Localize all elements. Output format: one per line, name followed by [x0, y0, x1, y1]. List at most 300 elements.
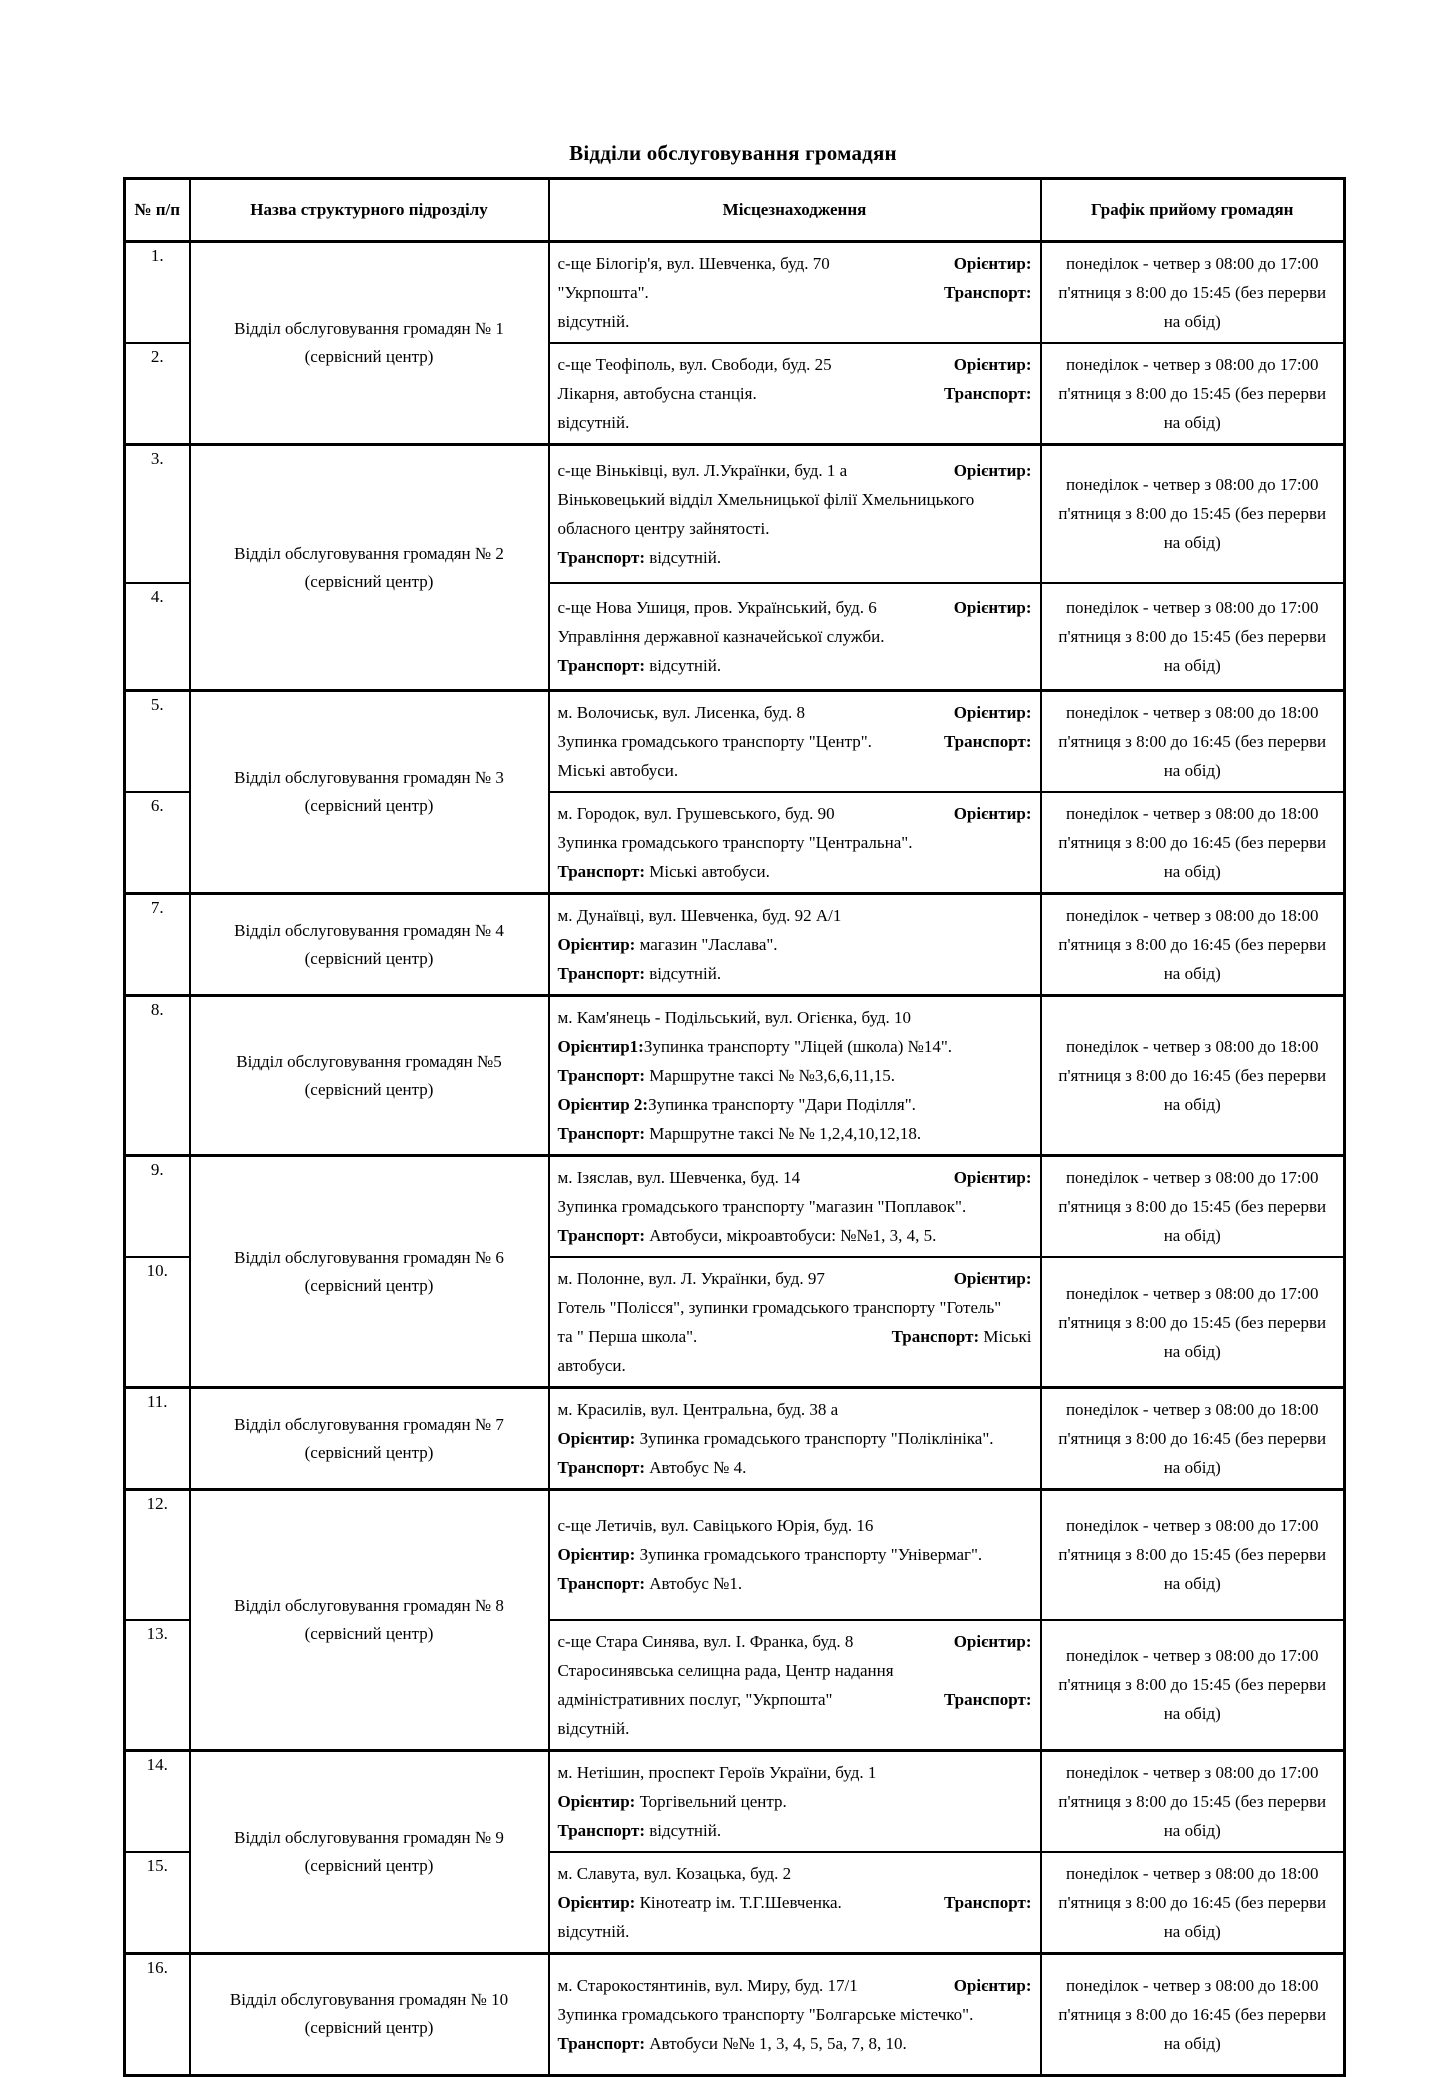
location-cell — [549, 1388, 1041, 1490]
schedule-line: п'ятниця з 8:00 до 15:45 (без перерви — [1058, 1545, 1327, 1565]
location-line-right — [954, 1627, 1032, 1656]
location-line-left — [558, 698, 805, 727]
location-line — [558, 1971, 1032, 2000]
schedule-line: понеділок - четвер з 08:00 до 18:00 — [1065, 906, 1319, 925]
text-run: с-ще Нова Ушиця, пров. Український, буд. 6 — [557, 597, 877, 617]
location-line-left — [558, 456, 848, 485]
schedule-cell — [1041, 445, 1345, 583]
location-line — [558, 1351, 1032, 1380]
text-run: м. Кам'янець - Подільський, вул. Огієнка, буд. 10 — [557, 1008, 912, 1027]
text-run: Орієнтир: — [953, 460, 1032, 480]
col-header-location: Місцезнаходження — [549, 179, 1041, 242]
row-number-cell — [125, 343, 190, 445]
text-run: м. Нетішин, проспект Героїв України, буд. 1 — [557, 1762, 877, 1782]
location-cell — [549, 996, 1041, 1156]
row-number: 7. — [150, 898, 164, 917]
row-number: 13. — [146, 1623, 168, 1643]
location-line — [558, 456, 1032, 485]
location-line-left — [558, 1971, 858, 2000]
schedule-line: понеділок - четвер з 08:00 до 17:00 — [1065, 1283, 1319, 1303]
location-line-left — [558, 1264, 825, 1293]
text-run: Зупинка громадського транспорту "магазин "Поплавок". — [557, 1197, 967, 1216]
row-number-cell — [125, 583, 190, 691]
location-line — [558, 514, 1032, 543]
text-run: відсутній. — [557, 1718, 630, 1738]
location-line-right — [954, 593, 1032, 622]
text-run: Транспорт: — [557, 2033, 646, 2053]
text-run: Автобус № 4. — [645, 1458, 747, 1477]
location-line — [558, 1656, 1032, 1685]
text-run: с-ще Стара Синява, вул. І. Франка, буд. 8 — [557, 1631, 854, 1651]
text-run: Орієнтир1: — [557, 1037, 644, 1056]
schedule-line: п'ятниця з 8:00 до 15:45 (без перерви — [1058, 626, 1327, 646]
text-run: Орієнтир: — [557, 1791, 636, 1811]
text-run: Зупинка транспорту "Дари Поділля". — [648, 1095, 916, 1114]
text-run: відсутній. — [557, 1921, 630, 1941]
department-subtitle: (сервісний центр) — [304, 1442, 434, 1462]
text-run: Зупинка громадського транспорту "Центр". — [557, 732, 872, 751]
location-line — [558, 1787, 1032, 1816]
department-name-cell — [190, 242, 549, 445]
text-run: Віньковецький відділ Хмельницької філії Хмельницького — [557, 489, 975, 509]
location-line — [558, 1569, 1032, 1598]
text-run: Орієнтир: — [953, 804, 1032, 823]
schedule-cell — [1041, 1620, 1345, 1751]
location-line — [558, 1859, 1032, 1888]
row-number-cell — [125, 691, 190, 793]
schedule-line: на обід) — [1163, 1704, 1221, 1723]
location-line-left — [558, 1627, 854, 1656]
table-row — [125, 894, 1345, 996]
schedule-line: понеділок - четвер з 08:00 до 17:00 — [1065, 1762, 1319, 1782]
location-line-left — [558, 727, 872, 756]
schedule-line: понеділок - четвер з 08:00 до 18:00 — [1065, 804, 1319, 823]
location-line-left — [558, 799, 835, 828]
location-cell — [549, 894, 1041, 996]
location-line-left — [558, 1685, 833, 1714]
location-line — [558, 1540, 1032, 1569]
department-name-cell — [190, 996, 549, 1156]
text-run: магазин "Ласлава". — [635, 935, 778, 954]
location-line — [558, 350, 1032, 379]
col-header-schedule: Графік прийому громадян — [1041, 179, 1345, 242]
department-name: Відділ обслуговування громадян № 8 — [234, 1595, 504, 1615]
department-subtitle: (сервісний центр) — [304, 1855, 434, 1875]
schedule-line: понеділок - четвер з 08:00 до 18:00 — [1065, 703, 1319, 722]
text-run: Орієнтир: — [953, 1631, 1032, 1651]
text-run: Орієнтир: — [953, 703, 1032, 722]
text-run: Міські — [979, 1327, 1032, 1346]
text-run: Маршрутне таксі № №3,6,6,11,15. — [645, 1066, 895, 1085]
location-line-right — [892, 1322, 1032, 1351]
location-line — [558, 2000, 1032, 2029]
department-subtitle: (сервісний центр) — [304, 1079, 434, 1099]
location-line — [558, 379, 1032, 408]
schedule-cell — [1041, 343, 1345, 445]
location-line — [558, 1395, 1032, 1424]
location-line — [558, 1264, 1032, 1293]
location-cell — [549, 1156, 1041, 1258]
department-name: Відділ обслуговування громадян № 2 — [234, 543, 504, 563]
location-line — [558, 2029, 1032, 2058]
schedule-line: на обід) — [1163, 964, 1221, 983]
text-run: с-ще Віньківці, вул. Л.Українки, буд. 1 а — [557, 460, 848, 480]
location-cell — [549, 1490, 1041, 1620]
location-line — [558, 799, 1032, 828]
text-run: Транспорт: — [557, 1820, 646, 1840]
location-line — [558, 959, 1032, 988]
schedule-cell — [1041, 792, 1345, 894]
location-line-right — [954, 799, 1032, 828]
schedule-cell — [1041, 1257, 1345, 1388]
location-line-left — [558, 1163, 801, 1192]
table-row — [125, 996, 1345, 1156]
schedule-line: п'ятниця з 8:00 до 16:45 (без перерви — [1058, 2004, 1327, 2024]
location-line — [558, 901, 1032, 930]
row-number: 15. — [146, 1855, 168, 1875]
schedule-cell — [1041, 1156, 1345, 1258]
location-line-left — [558, 593, 877, 622]
table-row — [125, 1750, 1345, 1852]
location-cell — [549, 691, 1041, 793]
location-line — [558, 1061, 1032, 1090]
text-run: Зупинка громадського транспорту "Болгарське містечко". — [557, 2004, 974, 2024]
row-number-cell — [125, 792, 190, 894]
text-run: Транспорт: — [557, 1458, 646, 1477]
schedule-line: понеділок - четвер з 08:00 до 18:00 — [1065, 1863, 1319, 1883]
department-name: Відділ обслуговування громадян № 1 — [234, 319, 504, 338]
location-cell — [549, 343, 1041, 445]
schedule-line: понеділок - четвер з 08:00 до 17:00 — [1065, 475, 1319, 495]
schedule-line: на обід) — [1163, 312, 1221, 331]
schedule-line: п'ятниця з 8:00 до 16:45 (без перерви — [1058, 1066, 1327, 1085]
location-line — [558, 756, 1032, 785]
text-run: Кінотеатр ім. Т.Г.Шевченка. — [635, 1892, 842, 1912]
location-line-right — [954, 1264, 1032, 1293]
location-line — [558, 1119, 1032, 1148]
schedule-line: на обід) — [1163, 1921, 1221, 1941]
department-subtitle: (сервісний центр) — [304, 2018, 434, 2037]
row-number-cell — [125, 1750, 190, 1852]
row-number: 11. — [146, 1392, 168, 1411]
row-number: 9. — [150, 1160, 164, 1179]
department-subtitle: (сервісний центр) — [304, 347, 434, 366]
text-run: Міські автобуси. — [557, 761, 679, 780]
location-line — [558, 1221, 1032, 1250]
text-run: та " Перша школа". — [557, 1327, 698, 1346]
row-number-cell — [125, 1620, 190, 1751]
row-number: 12. — [146, 1494, 168, 1513]
text-run: відсутній. — [557, 312, 630, 331]
row-number-cell — [125, 1852, 190, 1954]
text-run: Орієнтир: — [953, 597, 1032, 617]
location-line-right — [954, 1163, 1032, 1192]
location-line — [558, 1090, 1032, 1119]
department-name-cell — [190, 1156, 549, 1388]
text-run: Старосинявська селищна рада, Центр надання — [557, 1660, 894, 1680]
schedule-line: п'ятниця з 8:00 до 15:45 (без перерви — [1058, 1312, 1327, 1332]
schedule-cell — [1041, 583, 1345, 691]
location-line-left — [558, 379, 757, 408]
text-run: Орієнтир: — [953, 1975, 1032, 1995]
text-run: відсутній. — [645, 655, 722, 675]
schedule-cell — [1041, 894, 1345, 996]
location-cell — [549, 583, 1041, 691]
row-number: 10. — [146, 1261, 168, 1280]
location-line-left — [558, 278, 649, 307]
department-name-cell — [190, 1388, 549, 1490]
schedule-line: понеділок - четвер з 08:00 до 18:00 — [1065, 1975, 1319, 1995]
text-run: Орієнтир: — [557, 1545, 636, 1565]
text-run: м. Волочиськ, вул. Лисенка, буд. 8 — [557, 703, 805, 722]
text-run: Орієнтир: — [953, 355, 1032, 374]
row-number-cell — [125, 996, 190, 1156]
schedule-line: на обід) — [1163, 1820, 1221, 1840]
departments-table — [123, 177, 1346, 2077]
schedule-line: п'ятниця з 8:00 до 16:45 (без перерви — [1058, 1429, 1327, 1448]
schedule-line: на обід) — [1163, 655, 1221, 675]
location-line-left — [558, 1322, 698, 1351]
location-cell — [549, 1257, 1041, 1388]
location-line — [558, 1163, 1032, 1192]
location-line — [558, 307, 1032, 336]
text-run: Транспорт: — [557, 862, 646, 881]
text-run: Транспорт: — [557, 1226, 646, 1245]
table-row — [125, 1156, 1345, 1258]
department-name-cell — [190, 894, 549, 996]
text-run: Управління державної казначейської служби. — [557, 626, 885, 646]
row-number-cell — [125, 1156, 190, 1258]
location-line-right — [944, 278, 1032, 307]
location-line — [558, 1888, 1032, 1917]
location-line — [558, 1192, 1032, 1221]
department-name-cell — [190, 1490, 549, 1751]
schedule-cell — [1041, 1490, 1345, 1620]
table-header — [125, 179, 1345, 242]
schedule-line: понеділок - четвер з 08:00 до 17:00 — [1065, 597, 1319, 617]
text-run: Лікарня, автобусна станція. — [557, 384, 757, 403]
location-line — [558, 1917, 1032, 1946]
text-run: Зупинка громадського транспорту "Універмаг". — [635, 1545, 983, 1565]
location-line — [558, 651, 1032, 680]
location-line-right — [954, 698, 1032, 727]
location-line — [558, 1511, 1032, 1540]
location-line — [558, 1003, 1032, 1032]
text-run: м. Городок, вул. Грушевського, буд. 90 — [557, 804, 835, 823]
text-run: с-ще Теофіполь, вул. Свободи, буд. 25 — [557, 355, 832, 374]
text-run: відсутній. — [645, 547, 722, 567]
location-cell — [549, 1750, 1041, 1852]
text-run: Транспорт: — [557, 1066, 646, 1085]
text-run: відсутній. — [557, 413, 630, 432]
location-line — [558, 1453, 1032, 1482]
location-line — [558, 593, 1032, 622]
location-cell — [549, 1620, 1041, 1751]
schedule-line: на обід) — [1163, 413, 1221, 432]
department-subtitle: (сервісний центр) — [304, 796, 434, 815]
schedule-line: понеділок - четвер з 08:00 до 18:00 — [1065, 1037, 1319, 1056]
department-name: Відділ обслуговування громадян № 3 — [234, 768, 504, 787]
text-run: Орієнтир: — [557, 935, 636, 954]
text-run: Автобуси, мікроавтобуси: №№1, 3, 4, 5. — [645, 1226, 937, 1245]
text-run: Транспорт: — [943, 1689, 1032, 1709]
location-line — [558, 1758, 1032, 1787]
location-line — [558, 727, 1032, 756]
department-name-cell — [190, 691, 549, 894]
text-run: Маршрутне таксі № № 1,2,4,10,12,18. — [645, 1124, 922, 1143]
col-header-department: Назва структурного підрозділу — [190, 179, 549, 242]
row-number: 14. — [146, 1754, 168, 1774]
location-line — [558, 828, 1032, 857]
location-line-right — [944, 727, 1032, 756]
text-run: адміністративних послуг, "Укрпошта" — [557, 1689, 833, 1709]
text-run: автобуси. — [557, 1356, 626, 1375]
text-run: с-ще Білогір'я, вул. Шевченка, буд. 70 — [557, 254, 830, 273]
schedule-line: понеділок - четвер з 08:00 до 17:00 — [1065, 1168, 1319, 1187]
row-number: 6. — [150, 796, 164, 815]
location-line — [558, 698, 1032, 727]
text-run: м. Полонне, вул. Л. Українки, буд. 97 — [557, 1269, 825, 1288]
text-run: "Укрпошта". — [557, 283, 649, 302]
text-run: м. Красилів, вул. Центральна, буд. 38 а — [557, 1400, 839, 1419]
schedule-line: на обід) — [1163, 1226, 1221, 1245]
schedule-line: понеділок - четвер з 08:00 до 17:00 — [1065, 254, 1319, 273]
location-line — [558, 1032, 1032, 1061]
schedule-line: понеділок - четвер з 08:00 до 17:00 — [1065, 1516, 1319, 1536]
schedule-line: п'ятниця з 8:00 до 15:45 (без перерви — [1058, 1791, 1327, 1811]
schedule-line: п'ятниця з 8:00 до 15:45 (без перерви — [1058, 504, 1327, 524]
page-title: Відділи обслуговування громадян — [569, 141, 897, 165]
row-number-cell — [125, 894, 190, 996]
location-line — [558, 278, 1032, 307]
schedule-cell — [1041, 1388, 1345, 1490]
text-run: Зупинка громадського транспорту "Поліклініка". — [635, 1429, 994, 1448]
text-run: Транспорт: — [943, 732, 1032, 751]
schedule-line: п'ятниця з 8:00 до 15:45 (без перерви — [1058, 283, 1327, 302]
location-line — [558, 930, 1032, 959]
row-number: 1. — [150, 246, 164, 265]
table-row — [125, 242, 1345, 344]
text-run: Орієнтир: — [953, 1168, 1032, 1187]
department-name: Відділ обслуговування громадян № 7 — [234, 1414, 504, 1434]
row-number: 16. — [146, 1957, 168, 1977]
schedule-line: п'ятниця з 8:00 до 16:45 (без перерви — [1058, 1892, 1327, 1912]
department-name-cell — [190, 1750, 549, 1953]
schedule-line: п'ятниця з 8:00 до 15:45 (без перерви — [1058, 1197, 1327, 1216]
schedule-line: п'ятниця з 8:00 до 15:45 (без перерви — [1058, 384, 1327, 403]
schedule-line: на обід) — [1163, 2033, 1221, 2053]
text-run: м. Ізяслав, вул. Шевченка, буд. 14 — [557, 1168, 801, 1187]
schedule-cell — [1041, 242, 1345, 344]
row-number: 5. — [150, 695, 164, 714]
location-cell — [549, 1953, 1041, 2075]
location-cell — [549, 792, 1041, 894]
text-run: Торгівельний центр. — [635, 1791, 787, 1811]
row-number-cell — [125, 445, 190, 583]
schedule-line: на обід) — [1163, 1458, 1221, 1477]
department-name: Відділ обслуговування громадян № 10 — [229, 1990, 509, 2009]
schedule-line: понеділок - четвер з 08:00 до 17:00 — [1065, 355, 1319, 374]
location-line-right — [954, 456, 1032, 485]
location-line — [558, 1714, 1032, 1743]
location-line — [558, 249, 1032, 278]
text-run: Транспорт: — [891, 1327, 980, 1346]
department-name: Відділ обслуговування громадян № 6 — [234, 1247, 504, 1267]
text-run: відсутній. — [645, 1820, 722, 1840]
col-header-number: № п/п — [125, 179, 190, 242]
text-run: Транспорт: — [557, 964, 646, 983]
text-run: відсутній. — [645, 964, 722, 983]
text-run: Зупинка транспорту "Ліцей (школа) №14". — [643, 1037, 953, 1056]
text-run: Орієнтир 2: — [557, 1095, 649, 1114]
location-line — [558, 622, 1032, 651]
location-line — [558, 1322, 1032, 1351]
schedule-cell — [1041, 1852, 1345, 1954]
location-line-right — [954, 249, 1032, 278]
text-run: Транспорт: — [943, 283, 1032, 302]
location-line — [558, 485, 1032, 514]
text-run: Транспорт: — [557, 1124, 646, 1143]
department-name: Відділ обслуговування громадян № 4 — [234, 920, 504, 940]
department-name-cell — [190, 445, 549, 691]
location-line-left — [558, 1888, 842, 1917]
schedule-cell — [1041, 1953, 1345, 2075]
row-number-cell — [125, 1490, 190, 1620]
row-number-cell — [125, 1953, 190, 2075]
schedule-line: на обід) — [1163, 862, 1221, 881]
location-line — [558, 857, 1032, 886]
row-number-cell — [125, 1388, 190, 1490]
header-row — [125, 179, 1345, 242]
text-run: Автобуси №№ 1, 3, 4, 5, 5а, 7, 8, 10. — [645, 2033, 907, 2053]
schedule-line: п'ятниця з 8:00 до 16:45 (без перерви — [1058, 732, 1327, 751]
schedule-cell — [1041, 691, 1345, 793]
department-subtitle: (сервісний центр) — [304, 571, 434, 591]
location-line — [558, 543, 1032, 572]
text-run: Транспорт: — [557, 547, 646, 567]
department-subtitle: (сервісний центр) — [304, 948, 434, 968]
schedule-line: на обід) — [1163, 761, 1221, 780]
location-line-right — [944, 1888, 1032, 1917]
text-run: м. Дунаївці, вул. Шевченка, буд. 92 А/1 — [557, 906, 842, 925]
schedule-line: понеділок - четвер з 08:00 до 17:00 — [1065, 1646, 1319, 1665]
location-line — [558, 1424, 1032, 1453]
location-line-right — [944, 379, 1032, 408]
row-number-cell — [125, 1257, 190, 1388]
text-run: Зупинка громадського транспорту "Центральна". — [557, 833, 913, 852]
row-number: 4. — [150, 586, 164, 606]
schedule-line: на обід) — [1163, 1341, 1221, 1361]
location-line — [558, 1816, 1032, 1845]
table-row — [125, 445, 1345, 583]
department-name: Відділ обслуговування громадян №5 — [236, 1051, 502, 1071]
row-number: 2. — [150, 347, 164, 366]
schedule-line: понеділок - четвер з 08:00 до 18:00 — [1065, 1400, 1319, 1419]
text-run: Міські автобуси. — [645, 862, 770, 881]
schedule-line: п'ятниця з 8:00 до 16:45 (без перерви — [1058, 935, 1327, 954]
department-subtitle: (сервісний центр) — [304, 1275, 434, 1295]
text-run: м. Старокостянтинів, вул. Миру, буд. 17/1 — [557, 1975, 858, 1995]
text-run: Орієнтир: — [557, 1892, 636, 1912]
table-row — [125, 691, 1345, 793]
text-run: обласного центру зайнятості. — [557, 518, 770, 538]
text-run: Орієнтир: — [557, 1429, 636, 1448]
location-cell — [549, 1852, 1041, 1954]
location-line-right — [954, 350, 1032, 379]
text-run: Автобус №1. — [645, 1574, 743, 1594]
location-cell — [549, 242, 1041, 344]
text-run: Транспорт: — [943, 1892, 1032, 1912]
